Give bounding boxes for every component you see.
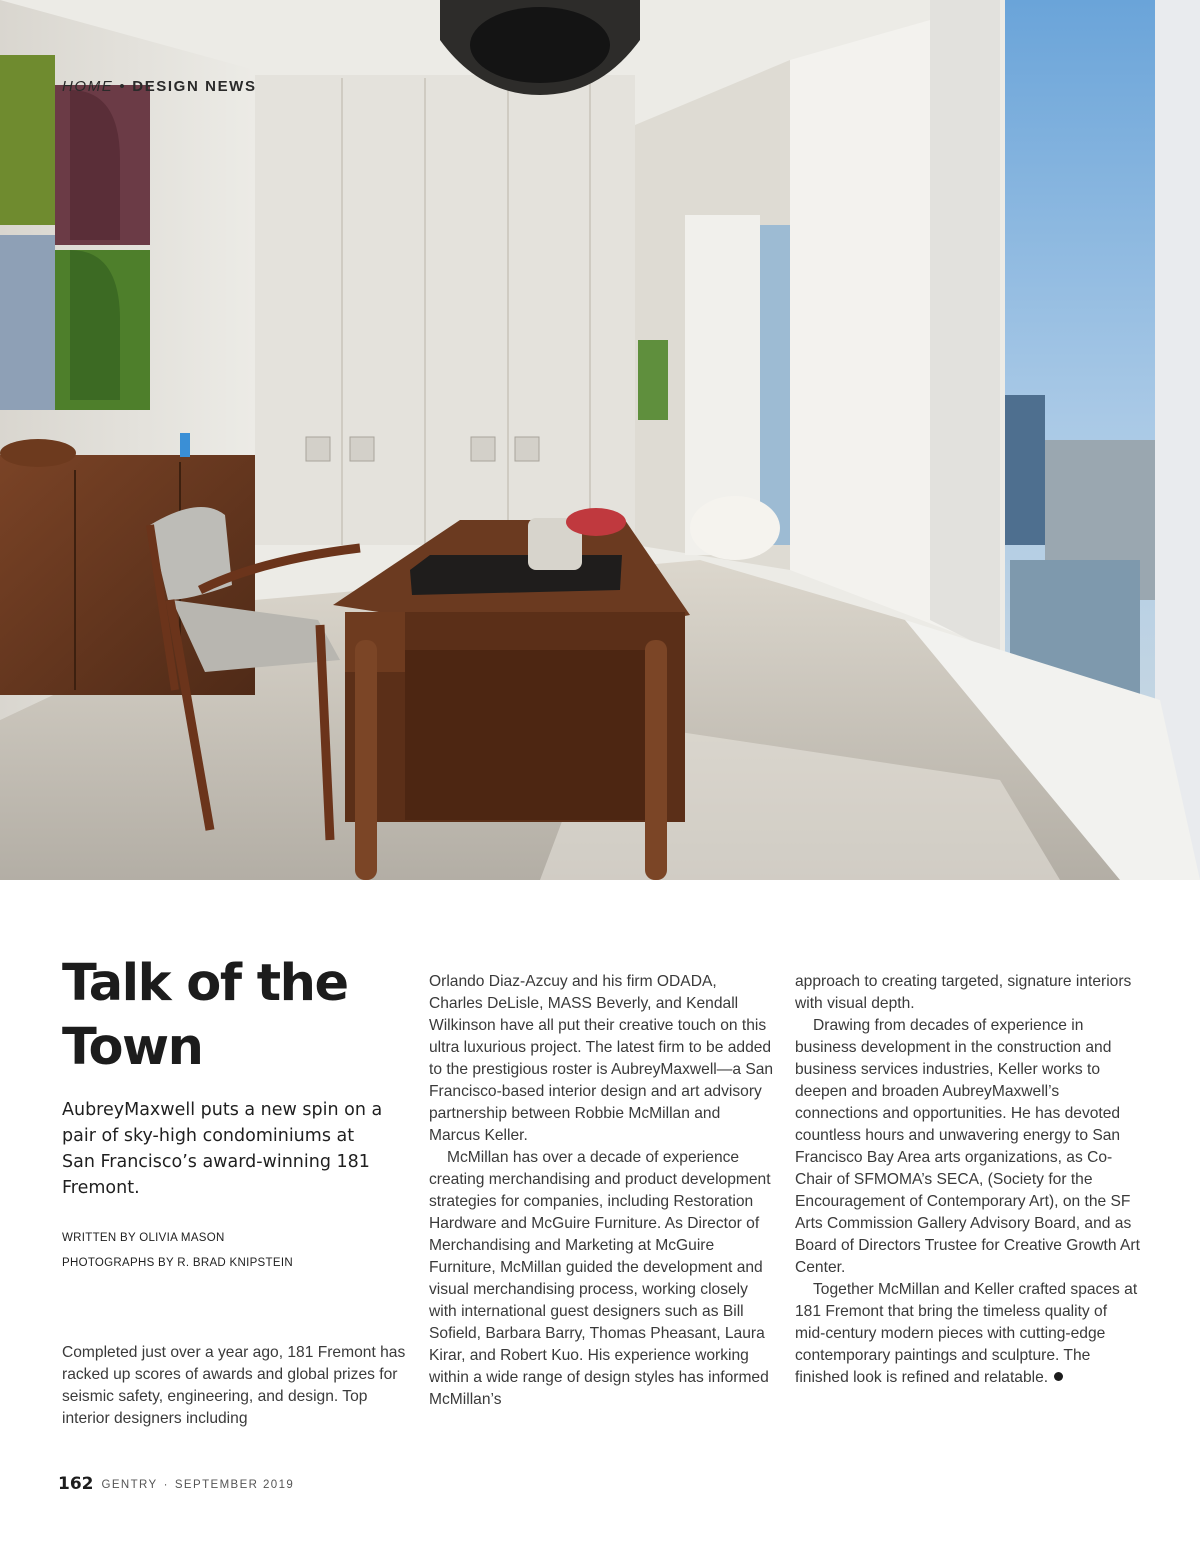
page-footer — [58, 1474, 294, 1494]
issue-date: SEPTEMBER 2019 — [174, 1479, 295, 1491]
body-paragraph: Drawing from decades of experience in business development in the construction and business services industries, Keller works to deepen and broaden AubreyMaxwell’s connections and opportunities. He has devoted countless hours and unwavering energy to San Francisco Bay Area arts organizations, as Co-Chair of SFMOMA’s SECA, (Society for the Encouragement of Contemporary Art), on the SF Arts Commission Gallery Advisory Board, and as Board of Directors Trustee for Creative Growth Art Center. — [795, 1017, 1140, 1276]
title-line-2: Town — [62, 1018, 203, 1077]
page-number: 162 — [58, 1474, 94, 1494]
body-paragraph: McMillan has over a decade of experience creating merchandising and product development strategies for companies, including Restoration Hardware and McGuire Furniture. As Director of Merchandising and Marketing at McGuire Furniture, McMillan guided the development and visual merchandising process, working closely with international guest designers such as Bill Sofield, Barbara Barry, Thomas Pheasant, Laura Kirar, and Robert Kuo. His experience working within a wide range of design styles has informed McMillan’s — [429, 1149, 771, 1408]
breadcrumb-separator: • — [119, 78, 127, 95]
article-dek: AubreyMaxwell puts a new spin on a pair of sky-high condominiums at San Francisco’s award-winning 181 Fremont. — [62, 1100, 383, 1198]
body-column-2 — [429, 971, 774, 1411]
footer-separator: · — [163, 1479, 169, 1491]
author-credit: WRITTEN BY OLIVIA MASON — [62, 1232, 225, 1244]
breadcrumb-home[interactable]: HOME — [62, 78, 114, 95]
final-paragraph-text: Together McMillan and Keller crafted spaces at 181 Fremont that bring the timeless quality of mid-century modern pieces with cutting-edge contemporary paintings and sculpture. The finished look is refined and relatable. — [795, 1281, 1138, 1386]
breadcrumb — [62, 78, 257, 95]
breadcrumb-current-section[interactable]: DESIGN NEWS — [132, 78, 257, 95]
body-paragraph: approach to creating targeted, signature interiors with visual depth. — [795, 973, 1132, 1012]
article-title — [62, 952, 392, 1080]
body-column-1 — [62, 1342, 407, 1430]
body-paragraph: Orlando Diaz-Azcuy and his firm ODADA, Charles DeLisle, MASS Beverly, and Kendall Wilkinson have all put their creative touch on this ultra luxurious project. The latest firm to be added to the prestigious roster is AubreyMaxwell—a San Francisco-based interior design and art advisory partnership between Robbie McMillan and Marcus Keller. — [429, 973, 774, 1144]
end-of-article-icon — [1054, 1372, 1063, 1381]
title-line-1: Talk of the — [62, 954, 348, 1013]
body-column-3 — [795, 971, 1140, 1389]
photographer-credit: PHOTOGRAPHS BY R. BRAD KNIPSTEIN — [62, 1257, 293, 1269]
body-paragraph: Completed just over a year ago, 181 Fremont has racked up scores of awards and global prizes for seismic safety, engineering, and design. Top interior designers including — [62, 1344, 406, 1427]
body-paragraph-final — [795, 1279, 1140, 1389]
publication-name: GENTRY — [101, 1479, 158, 1491]
